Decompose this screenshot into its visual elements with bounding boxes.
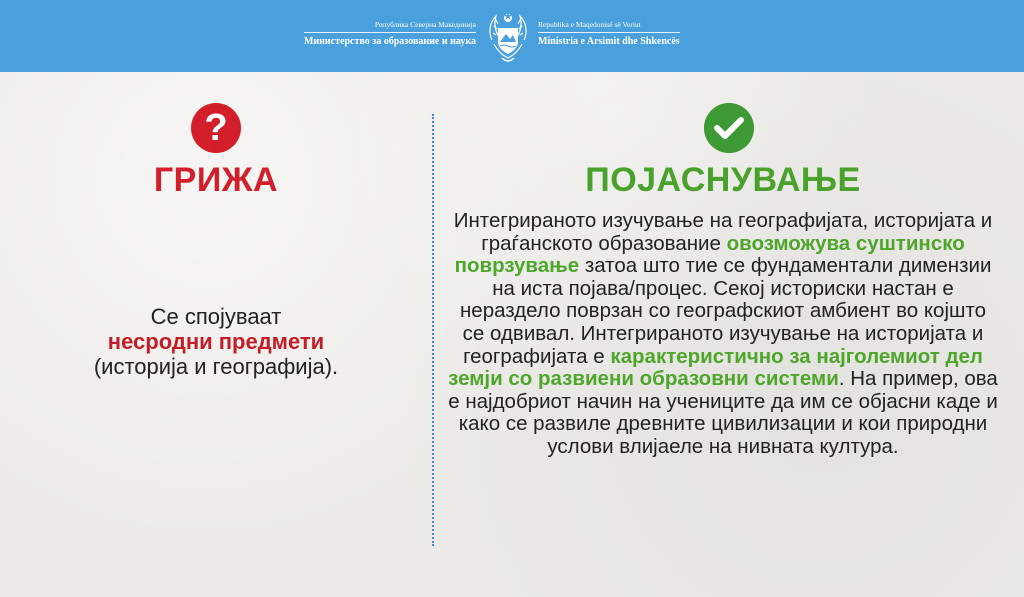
ministry-title-sq: Ministria e Arsimit dhe Shkencës xyxy=(538,36,680,47)
concern-highlight: несродни предмети xyxy=(107,329,325,354)
ministry-title-mk: Министерство за образование и наука xyxy=(303,36,476,47)
concern-title: ГРИЖА xyxy=(153,161,279,199)
check-icon xyxy=(704,103,754,153)
explanation-title: ПОЈАСНУВАЊЕ xyxy=(585,161,861,199)
explanation-text xyxy=(448,210,998,459)
explanation-part2: затоа што тие се фундаментали димензии на иста појава/процес. Секој историски настан е нераздело поврзан со географскиот амбиент во којшто се одвивал. Интегрираното изучување на историјата и географијата е xyxy=(459,254,992,368)
concern-line3: (историја и географија). xyxy=(93,354,339,379)
question-icon: ? xyxy=(191,103,241,153)
header-bar xyxy=(0,0,1024,72)
explanation-highlight2: карактеристично за најголемиот дел земји со развиени образовни системи xyxy=(448,344,983,391)
explanation-part3: . На пример, ова е најдобриот начин на учениците да им се објасни каде и како се развиле древните цивилизации и кои природни услови влијаеле на нивната култура. xyxy=(448,367,998,458)
concern-line1: Се спојуваат xyxy=(150,304,282,329)
ministry-name-mk xyxy=(304,20,476,47)
country-name-mk: Република Северна Македонија xyxy=(304,20,476,33)
explanation-part1: Интегрираното изучување на географијата, историјата и граѓанското образование xyxy=(453,209,993,255)
coat-of-arms-emblem-icon xyxy=(482,6,534,66)
ministry-name-sq xyxy=(538,20,680,47)
concern-text xyxy=(40,304,392,379)
country-name-sq: Republika e Maqedonisë së Veriut xyxy=(538,20,680,33)
explanation-highlight1: овозможува суштинско поврзување xyxy=(454,231,965,278)
column-divider xyxy=(432,114,434,546)
